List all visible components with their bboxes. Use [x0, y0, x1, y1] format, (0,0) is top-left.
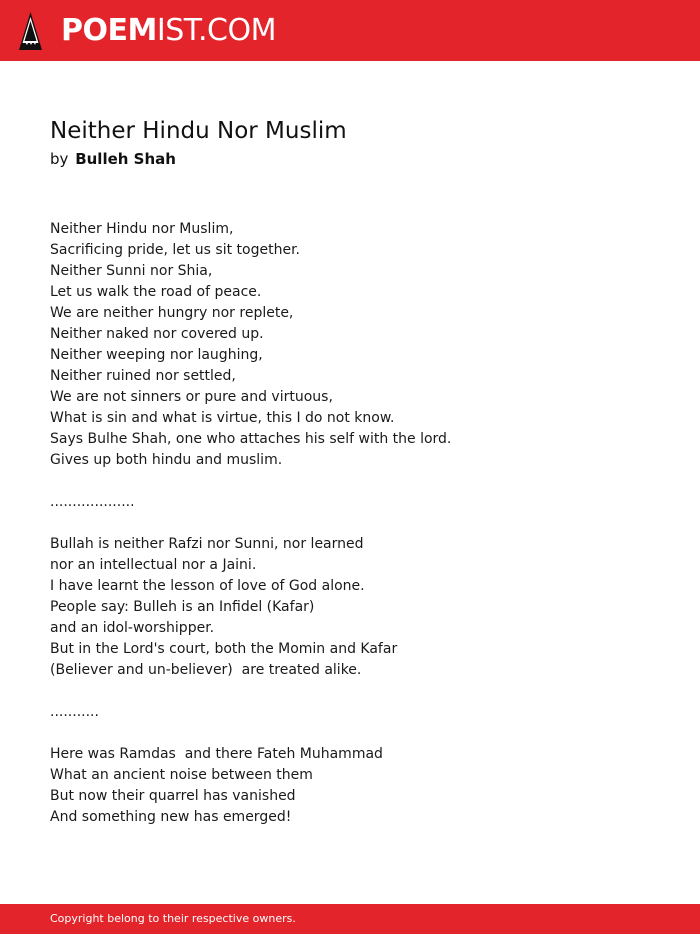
poem-line: We are not sinners or pure and virtuous, [50, 389, 333, 405]
poem-line: ........... [50, 704, 99, 720]
poem-line: Bullah is neither Rafzi nor Sunni, nor learned [50, 536, 364, 552]
stanza-break [50, 471, 670, 492]
site-logo[interactable] [61, 13, 276, 49]
copyright-text: Copyright belong to their respective owners. [50, 912, 296, 925]
pencil-icon [18, 11, 43, 51]
poem-line: Here was Ramdas and there Fateh Muhammad [50, 746, 383, 762]
poem-line: What is sin and what is virtue, this I do not know. [50, 410, 395, 426]
poem-line: Gives up both hindu and muslim. [50, 452, 283, 468]
poem-line: Says Bulhe Shah, one who attaches his self with the lord. [50, 431, 452, 447]
poem-line: (Believer and un-believer) are treated alike. [50, 662, 362, 678]
poem-line: Sacrificing pride, let us sit together. [50, 242, 300, 258]
poem-title: Neither Hindu Nor Muslim [50, 118, 347, 144]
poem-line: Neither Sunni nor Shia, [50, 263, 213, 279]
poem-line: But in the Lord's court, both the Momin and Kafar [50, 641, 398, 657]
poem-body [50, 219, 670, 828]
logo-bold-text: POEM [61, 13, 157, 48]
site-footer [0, 904, 700, 934]
poem-line: Neither ruined nor settled, [50, 368, 236, 384]
stanza-break [50, 681, 670, 702]
poem-line: People say: Bulleh is an Infidel (Kafar) [50, 599, 315, 615]
poem-line: Neither weeping nor laughing, [50, 347, 263, 363]
poem-line: Neither Hindu nor Muslim, [50, 221, 234, 237]
poem-line: nor an intellectual nor a Jaini. [50, 557, 257, 573]
by-label: by [50, 150, 69, 168]
poem-line: and an idol-worshipper. [50, 620, 215, 636]
poem-line: What an ancient noise between them [50, 767, 313, 783]
poem-line: But now their quarrel has vanished [50, 788, 296, 804]
poem-line: Neither naked nor covered up. [50, 326, 264, 342]
logo-light-text: IST.COM [156, 13, 276, 48]
poem-line: ................... [50, 494, 135, 510]
site-header [0, 0, 700, 61]
stanza-break [50, 723, 670, 744]
poem-line: I have learnt the lesson of love of God alone. [50, 578, 365, 594]
author-name: Bulleh Shah [75, 150, 176, 168]
poem-line: And something new has emerged! [50, 809, 292, 825]
poem-line: We are neither hungry nor replete, [50, 305, 294, 321]
stanza-break [50, 513, 670, 534]
byline [50, 149, 176, 169]
poem-line: Let us walk the road of peace. [50, 284, 262, 300]
